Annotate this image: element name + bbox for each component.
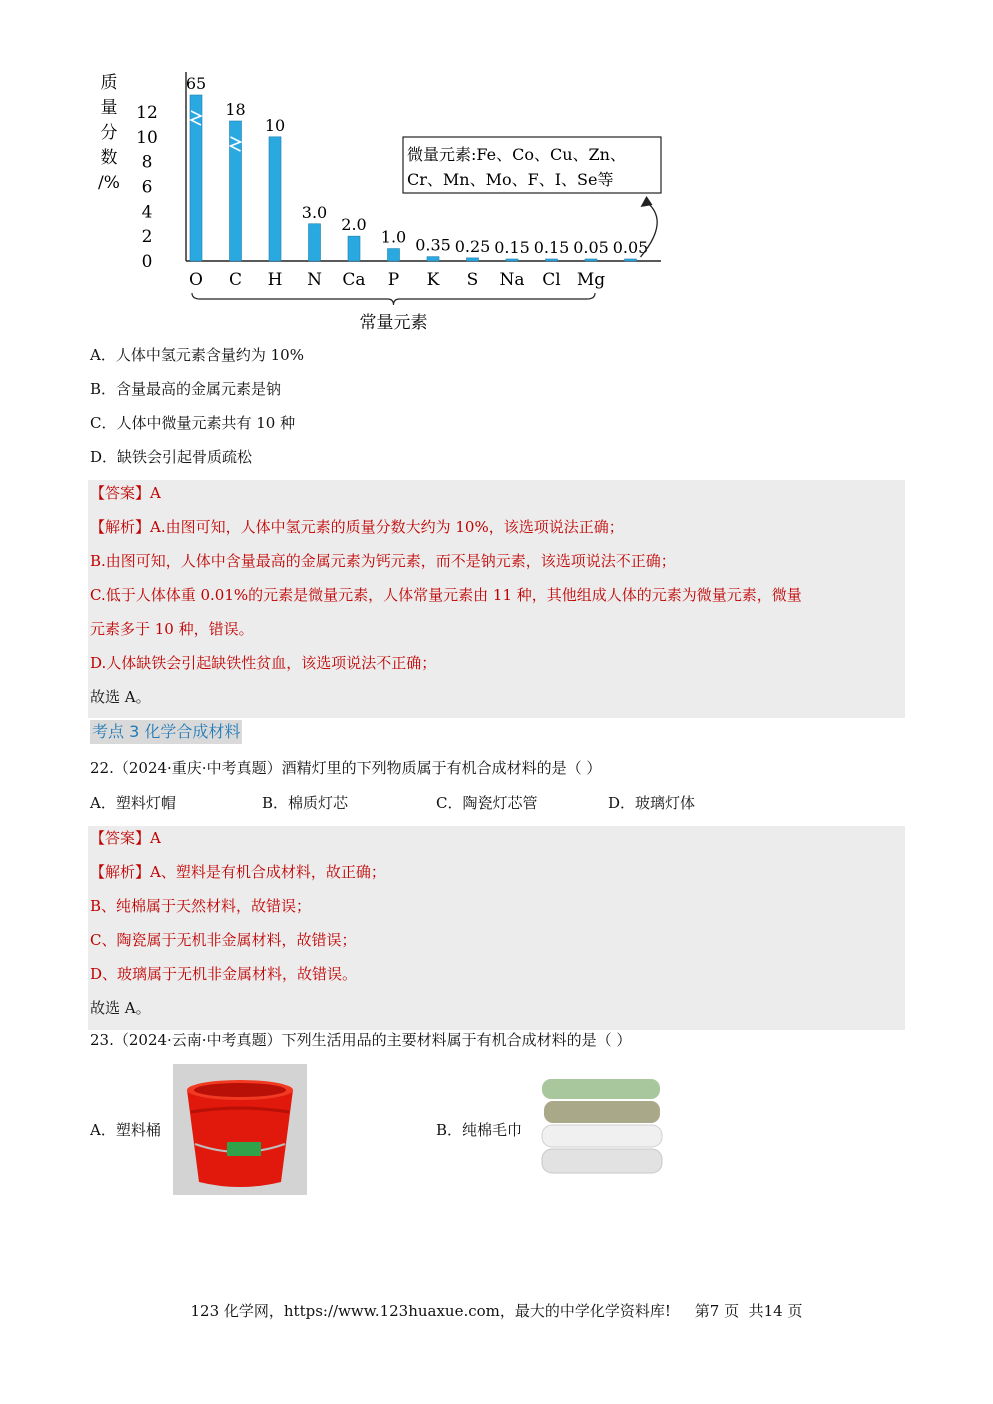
bar — [546, 259, 558, 261]
x-tick-label: Na — [499, 270, 525, 290]
x-tick-label: C — [228, 270, 243, 290]
analysis-text: A.由图可知，人体中氢元素的质量分数大约为 10%，该选项说法正确； — [150, 518, 624, 536]
callout-line-2: Cr、Mn、Mo、F、I、Se等 — [407, 170, 614, 189]
bar-value-label: 2.0 — [341, 215, 367, 235]
q21-option-b: B．含量最高的金属元素是钠 — [90, 380, 282, 398]
analysis-text: A、塑料是有机合成材料，故正确； — [150, 863, 386, 881]
q22-option-b: B．棉质灯芯 — [262, 794, 349, 812]
q23-stem: 23.（2024·云南·中考真题）下列生活用品的主要材料属于有机合成材料的是（ ） — [90, 1031, 632, 1049]
x-tick-label: P — [387, 270, 400, 290]
chart-svg — [95, 62, 695, 332]
x-tick-label: Ca — [342, 270, 366, 290]
bar — [388, 249, 400, 261]
q22-analysis-4: D、玻璃属于无机非金属材料，故错误。 — [90, 965, 358, 983]
y-axis-label-char: 量 — [100, 98, 118, 118]
bar-value-label: 3.0 — [301, 202, 328, 222]
bar — [625, 259, 637, 261]
y-axis-label-char: 数 — [100, 148, 118, 168]
x-tick-label: K — [426, 270, 440, 290]
q22-analysis-3: C、陶瓷属于无机非金属材料，故错误； — [90, 931, 357, 949]
page-footer — [0, 1300, 993, 1321]
callout-line-1: 微量元素:Fe、Co、Cu、Zn、 — [407, 145, 626, 164]
y-tick-label: 0 — [141, 252, 153, 272]
plastic-bucket-image — [173, 1064, 307, 1195]
y-tick-label: 10 — [136, 127, 158, 148]
section-heading: 考点 3 化学合成材料 — [90, 720, 242, 744]
analysis-label: 【解析】 — [90, 518, 151, 536]
y-axis-label-char: 分 — [100, 123, 118, 143]
y-tick-label: 2 — [141, 227, 153, 248]
bar-value-label: 0.35 — [415, 235, 451, 255]
bar-value-label: 1.0 — [380, 227, 407, 247]
q22-option-c: C．陶瓷灯芯管 — [436, 794, 538, 812]
q21-answer: 【答案】A — [90, 484, 161, 502]
x-tick-label: Cl — [542, 270, 561, 290]
q22-conclusion: 故选 A。 — [90, 999, 151, 1017]
q21-analysis-2: B.由图可知，人体中含量最高的金属元素为钙元素，而不是钠元素，该选项说法不正确； — [90, 552, 676, 570]
q22-answer: 【答案】A — [90, 829, 161, 847]
q22-option-d: D．玻璃灯体 — [608, 794, 696, 812]
q21-option-a: A．人体中氢元素含量约为 10% — [90, 346, 304, 364]
x-tick-label: H — [267, 270, 283, 290]
x-tick-label: Mg — [576, 270, 606, 290]
q21-analysis-4: 元素多于 10 种，错误。 — [90, 620, 254, 638]
bar-value-label: 0.15 — [494, 238, 530, 257]
bar-value-label: 0.05 — [573, 238, 609, 257]
q22-analysis-1 — [90, 862, 386, 882]
bar-value-label: 0.05 — [612, 238, 649, 257]
bar — [427, 257, 439, 261]
bar — [467, 258, 479, 261]
y-axis-label-char: /% — [98, 173, 120, 193]
towel-stack-image — [539, 1075, 664, 1176]
q23-option-b: B．纯棉毛巾 — [436, 1121, 523, 1139]
bar — [585, 259, 597, 261]
group-label: 常量元素 — [359, 313, 428, 332]
bar — [309, 224, 321, 261]
q21-option-d: D．缺铁会引起骨质疏松 — [90, 448, 253, 466]
q21-analysis-1 — [90, 517, 624, 537]
bar-value-label: 0.15 — [533, 238, 570, 257]
q21-option-c: C．人体中微量元素共有 10 种 — [90, 414, 296, 432]
q23-option-a: A．塑料桶 — [90, 1121, 161, 1139]
y-tick-label: 12 — [136, 103, 158, 123]
element-mass-fraction-chart — [95, 62, 695, 332]
q22-analysis-2: B、纯棉属于天然材料，故错误； — [90, 897, 312, 915]
bar-value-label: 10 — [264, 115, 286, 135]
q21-conclusion: 故选 A。 — [90, 688, 151, 706]
bar-value-label: 18 — [225, 100, 246, 119]
q22-stem: 22.（2024·重庆·中考真题）酒精灯里的下列物质属于有机合成材料的是（ ） — [90, 759, 602, 777]
y-tick-label: 8 — [141, 152, 153, 173]
group-brace — [192, 293, 595, 305]
q21-analysis-5: D.人体缺铁会引起缺铁性贫血，该选项说法不正确； — [90, 654, 437, 672]
q21-analysis-3: C.低于人体体重 0.01%的元素是微量元素，人体常量元素由 11 种，其他组成人体的元素为微量元素，微量 — [90, 586, 802, 604]
q22-option-a: A．塑料灯帽 — [90, 794, 176, 812]
y-tick-label: 4 — [141, 202, 153, 223]
footer-site: 123 化学网，https://www.123huaxue.com，最大的中学化学资料库! — [190, 1302, 671, 1320]
x-tick-label: O — [189, 270, 203, 290]
y-tick-label: 6 — [141, 177, 153, 198]
q22-answer-box — [88, 826, 905, 1030]
footer-page: 第7 页 共14 页 — [694, 1302, 803, 1320]
bar — [348, 236, 360, 261]
y-axis-label-char: 质 — [100, 73, 118, 93]
bar — [269, 137, 281, 261]
bar-value-label: 0.25 — [454, 236, 491, 256]
q21-answer-box — [88, 480, 905, 718]
analysis-label: 【解析】 — [90, 863, 151, 881]
x-tick-label: S — [466, 270, 479, 290]
x-tick-label: N — [307, 270, 322, 290]
bar-value-label: 65 — [185, 74, 207, 93]
bar — [506, 259, 518, 261]
